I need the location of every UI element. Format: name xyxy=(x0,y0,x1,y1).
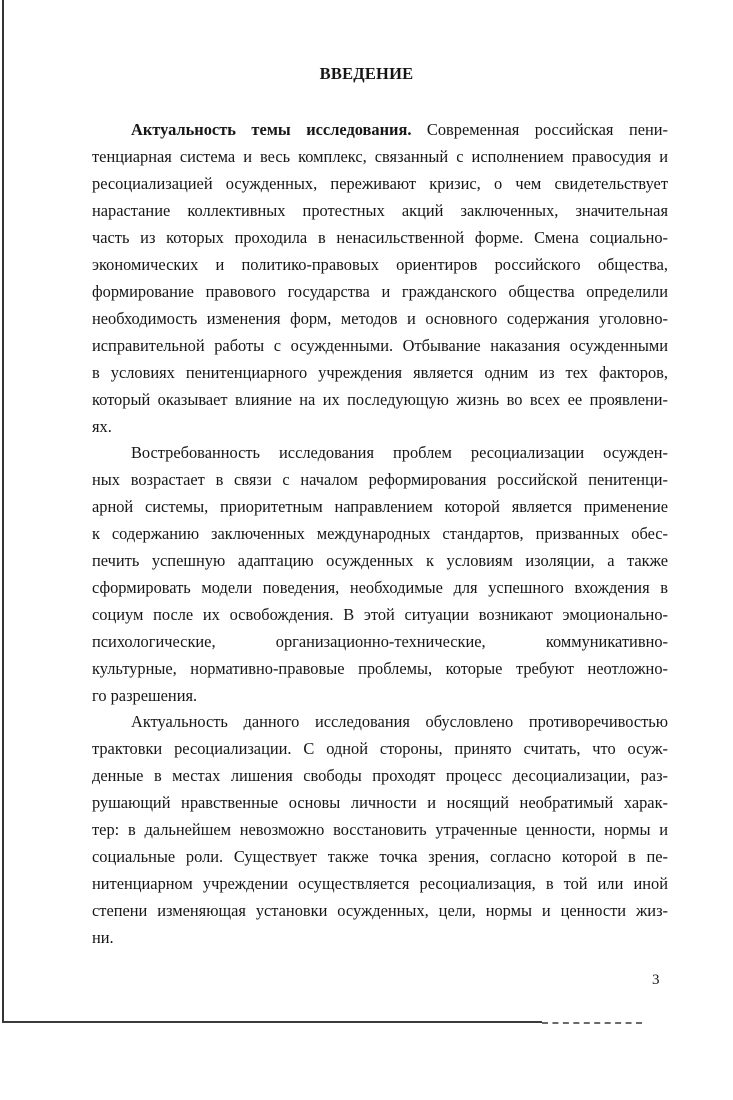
paragraph-2-line: го разрешения. xyxy=(92,686,198,705)
paragraph-2-line: печить успешную адаптацию осужденных к условиям изоляции, а также xyxy=(92,551,668,570)
paragraph-1-line: тенциарная система и весь комплекс, связанный с исполнением правосудия и xyxy=(92,147,668,166)
paragraph-3-line: степени изменяющая установки осужденных, цели, нормы и ценности жиз- xyxy=(92,901,668,920)
paragraph-3-line: рушающий нравственные основы личности и носящий необратимый харак- xyxy=(92,793,668,812)
paragraph-2-line: арной системы, приоритетным направлением которой является применение xyxy=(92,497,668,516)
paragraph-1-line: формирование правового государства и гражданского общества определили xyxy=(92,282,668,301)
first-line-rest: Современная российская пени- xyxy=(411,120,668,139)
paragraph-2-line: культурные, нормативно-правовые проблемы, которые требуют неотложно- xyxy=(92,659,668,678)
page-number: 3 xyxy=(652,972,660,988)
paragraph-2-line: психологические, организационно-технические, коммуникативно- xyxy=(92,632,668,651)
paragraph-3-line: социальные роли. Существует также точка зрения, согласно которой в пе- xyxy=(92,847,668,866)
paragraph-1-line-1 xyxy=(131,118,668,142)
paragraph-3-line: нитенциарном учреждении осуществляется ресоциализация, в той или иной xyxy=(92,874,668,893)
paragraph-1-line: экономических и политико-правовых ориентиров российского общества, xyxy=(92,255,668,274)
paragraph-3-line: тер: в дальнейшем невозможно восстановить утраченные ценности, нормы и xyxy=(92,820,668,839)
bold-lead: Актуальность темы исследования. xyxy=(131,120,412,139)
paragraph-1-line: ресоциализацией осужденных, переживают кризис, о чем свидетельствует xyxy=(92,174,668,193)
section-heading: ВВЕДЕНИЕ xyxy=(319,64,414,83)
paragraph-3-line: трактовки ресоциализации. С одной стороны, принято считать, что осуж- xyxy=(92,739,668,758)
scan-border-bottom xyxy=(2,1021,542,1023)
paragraph-1-line: часть из которых проходила в ненасильственной форме. Смена социально- xyxy=(92,228,668,247)
paragraph-3-line: ни. xyxy=(92,928,114,947)
paragraph-2-line: сформировать модели поведения, необходимые для успешного вхождения в xyxy=(92,578,668,597)
paragraph-1-line: необходимость изменения форм, методов и основного содержания уголовно- xyxy=(92,309,668,328)
paragraph-3-line: денные в местах лишения свободы проходят процесс десоциализации, раз- xyxy=(92,766,668,785)
paragraph-1-line: нарастание коллективных протестных акций заключенных, значительная xyxy=(92,201,668,220)
paragraph-1-line: в условиях пенитенциарного учреждения является одним из тех факторов, xyxy=(92,363,668,382)
paragraph-2-line: социум после их освобождения. В этой ситуации возникают эмоционально- xyxy=(92,605,668,624)
paragraph-1-line: который оказывает влияние на их последующую жизнь во всех ее проявлени- xyxy=(92,390,668,409)
paragraph-3-line: Актуальность данного исследования обусловлено противоречивостью xyxy=(131,712,668,731)
scan-border-left xyxy=(2,0,4,1022)
paragraph-2-line: Востребованность исследования проблем ресоциализации осужден- xyxy=(131,443,668,462)
scan-border-bottom-faded xyxy=(542,1022,642,1024)
paragraph-1-line: ях. xyxy=(92,417,112,436)
paragraph-2-line: к содержанию заключенных международных стандартов, призванных обес- xyxy=(92,524,668,543)
paragraph-1-line: исправительной работы с осужденными. Отбывание наказания осужденными xyxy=(92,336,668,355)
paragraph-2-line: ных возрастает в связи с началом реформирования российской пенитенци- xyxy=(92,470,668,489)
